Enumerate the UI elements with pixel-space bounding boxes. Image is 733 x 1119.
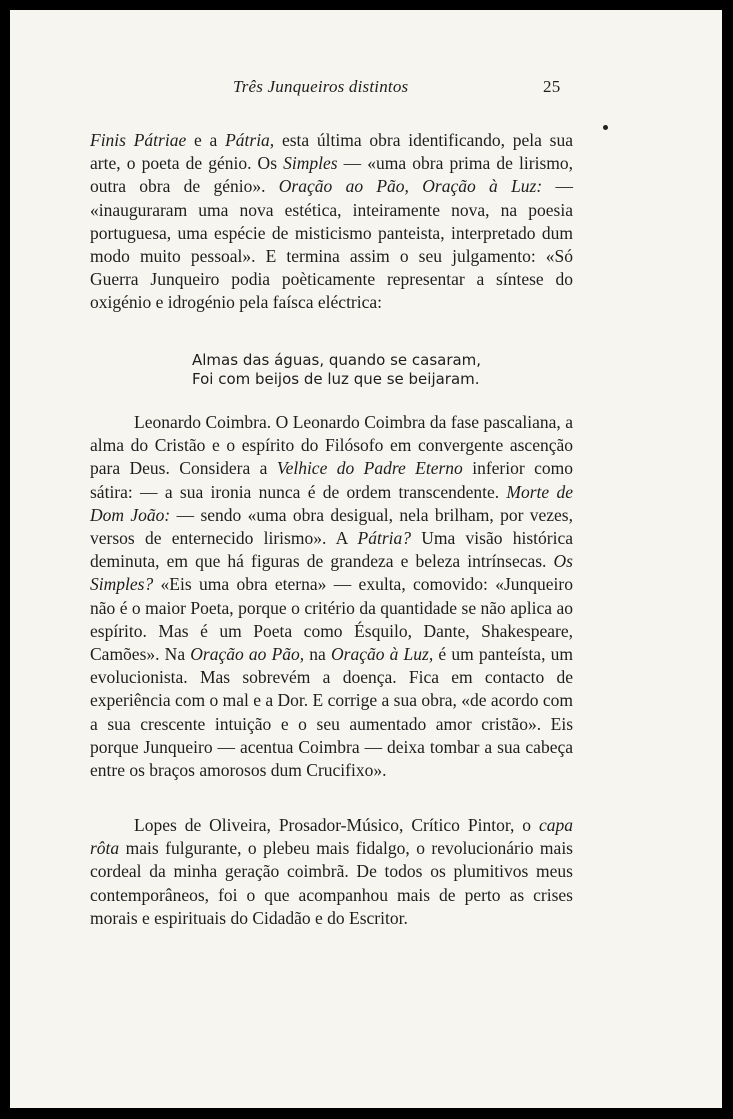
- paragraph-1: Finis Pátriae e a Pátria, esta última obra identificando, pela sua arte, o poeta de génio. Os Simples — «uma obra prima de lirismo, outra obra de génio». Oração ao Pão, Oração à Luz: — «inauguraram uma nova estética, inteiramente nova, na poesia portuguesa, uma espécie de misticismo panteista, interpretado dum modo muito pessoal». E termina assim o seu julgamento: «Só Guerra Junqueiro podia poèticamente representar a síntese do oxigénio e idrogénio pela faísca eléctrica:: [90, 130, 573, 313]
- work-title: Simples: [283, 153, 338, 174]
- paragraph-3: Lopes de Oliveira, Prosador-Músico, Crítico Pintor, o capa rôta mais fulgurante, o plebeu mais fidalgo, o revolucionário mais cordeal da minha geração coimbrã. De todos os plumitivos meus contemporâneos, foi o que acompanhou mais de perto as crises morais e espirituais do Cidadão e do Escritor.: [90, 815, 573, 928]
- ink-dot: [603, 125, 608, 130]
- work-title: Oração ao Pão,: [190, 644, 305, 665]
- verse-line-2: Foi com beijos de luz que se beijaram.: [192, 370, 480, 388]
- running-title: Três Junqueiros distintos: [233, 77, 409, 96]
- work-title: Os Simples?: [90, 551, 573, 595]
- verse-quote: [192, 351, 481, 389]
- work-title: Pátria,: [225, 130, 275, 150]
- verse-line-1: Almas das águas, quando se casaram,: [192, 351, 482, 369]
- work-title: Oração à Luz,: [331, 644, 434, 665]
- work-title: Pátria?: [357, 528, 412, 549]
- work-title: Morte de Dom João:: [90, 481, 573, 525]
- work-title: Oração ao Pão, Oração à Luz:: [278, 176, 543, 197]
- work-title: Finis Pátriae: [90, 130, 187, 150]
- book-page: [10, 10, 722, 1108]
- work-title: Velhice do Padre Eterno: [276, 458, 463, 479]
- page-number: 25: [543, 77, 561, 96]
- paragraph-2: Leonardo Coimbra. O Leonardo Coimbra da fase pascaliana, a alma do Cristão e o espírito do Filósofo em convergente ascenção para Deus. Considera a Velhice do Padre Eterno inferior como sátira: — a sua ironia nunca é de ordem transcendente. Morte de Dom João: — sendo «uma obra desigual, nela brilham, por vezes, versos de enternecido lirismo». A Pátria? Uma visão histórica deminuta, em que há figuras de grandeza e beleza intrínsecas. Os Simples? «Eis uma obra eterna» — exulta, comovido: «Junqueiro não é o maior Poeta, porque o critério da quantidade se não aplica ao espírito. Mas é um Poeta como Ésquilo, Dante, Shakespeare, Camões». Na Oração ao Pão, na Oração à Luz, é um panteísta, um evolucionista. Mas sobrevém a doença. Fica em contacto de experiência com o mal e a Dor. E corrige a sua obra, «de acordo com a sua crescente intuição e o seu aumentado amor cristão». Eis porque Junqueiro — acentua Coimbra — deixa tombar a sua cabeça entre os braços amorosos dum Crucifixo».: [90, 412, 574, 781]
- work-title: capa rôta: [90, 815, 573, 859]
